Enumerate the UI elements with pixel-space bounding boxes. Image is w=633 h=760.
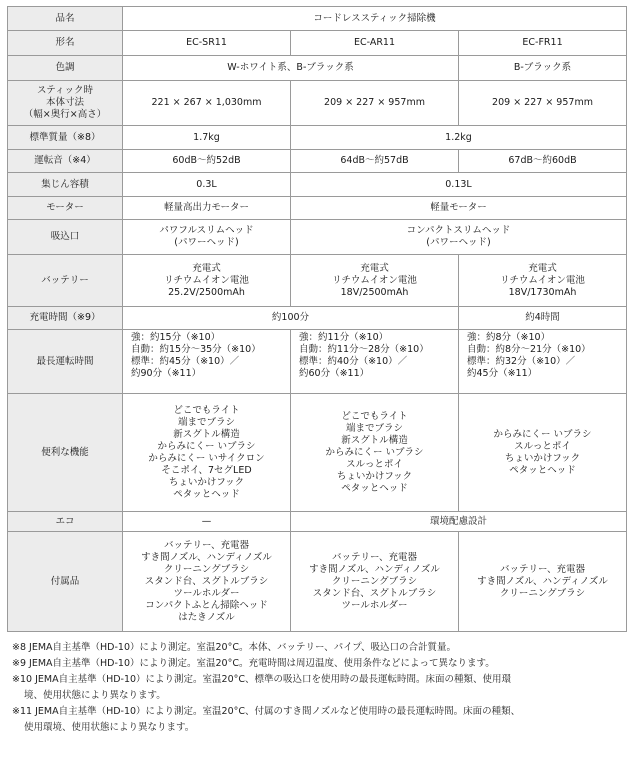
row-inlet [8, 220, 627, 255]
row-runtime [8, 330, 627, 394]
value-name: コードレススティック掃除機 [123, 7, 627, 31]
accessories-sr: バッテリー、充電器 すき間ノズル、ハンディノズル クリーニングブラシ スタンド台、スグトルブラシ ツールホルダー コンパクトふとん掃除ヘッド はたきノズル [123, 532, 291, 632]
noise-ar: 64dB～約57dB [291, 150, 459, 173]
row-name [8, 7, 627, 31]
footnote-11-text: ※11 JEMA自主基準（HD-10）により測定。室温20°C、付属のすき間ノズルなど使用時の最長運転時間。床面の種類、 [12, 706, 521, 717]
capacity-sr: 0.3L [123, 173, 291, 197]
charge-fr: 約4時間 [459, 307, 627, 330]
footnote-10 [12, 672, 624, 704]
label-noise: 運転音（※4） [8, 150, 123, 173]
size-sr: 221 × 267 × 1,030mm [123, 81, 291, 126]
label-model: 形名 [8, 31, 123, 56]
runtime-fr: 強：約8分（※10） 自動：約8分～21分（※10） 標準：約32分（※10）／ 約45分（※11） [459, 330, 627, 394]
features-ar: どこでもライト 端までブラシ 新スグトル構造 からみにくー いブラシ スルっとポイ ちょいかけフック ペタッとヘッド [291, 394, 459, 512]
label-inlet: 吸込口 [8, 220, 123, 255]
footnote-9-text: ※9 JEMA自主基準（HD-10）により測定。室温20°C。充電時間は周辺温度、使用条件などによって異なります。 [12, 658, 495, 669]
row-noise [8, 150, 627, 173]
model-ar: EC-AR11 [291, 31, 459, 56]
label-capacity: 集じん容積 [8, 173, 123, 197]
motor-sr: 軽量高出力モーター [123, 197, 291, 220]
inlet-sr: パワフルスリムヘッド (パワーヘッド) [123, 220, 291, 255]
color-sr-ar: W-ホワイト系、B-ブラック系 [123, 56, 459, 81]
charge-sr-ar: 約100分 [123, 307, 459, 330]
runtime-ar: 強：約11分（※10） 自動：約11分～28分（※10） 標準：約40分（※10）／ 約60分（※11） [291, 330, 459, 394]
footnote-11-cont: 使用環境、使用状態により異なります。 [24, 722, 195, 733]
noise-fr: 67dB～約60dB [459, 150, 627, 173]
row-eco [8, 512, 627, 532]
features-sr: どこでもライト 端までブラシ 新スグトル構造 からみにくー いブラシ からみにくー いサイクロン そこポイ、7セグLED ちょいかけフック ペタッとヘッド [123, 394, 291, 512]
battery-fr: 充電式 リチウムイオン電池 18V/1730mAh [459, 255, 627, 307]
row-features [8, 394, 627, 512]
label-battery: バッテリー [8, 255, 123, 307]
spec-table [7, 6, 627, 632]
label-weight: 標準質量（※8） [8, 126, 123, 150]
label-name: 品名 [8, 7, 123, 31]
row-color [8, 56, 627, 81]
label-color: 色調 [8, 56, 123, 81]
row-charge [8, 307, 627, 330]
label-eco: エコ [8, 512, 123, 532]
inlet-ar-fr: コンパクトスリムヘッド (パワーヘッド) [291, 220, 627, 255]
accessories-fr: バッテリー、充電器 すき間ノズル、ハンディノズル クリーニングブラシ [459, 532, 627, 632]
row-capacity [8, 173, 627, 197]
row-weight [8, 126, 627, 150]
label-runtime: 最長運転時間 [8, 330, 123, 394]
color-fr: B-ブラック系 [459, 56, 627, 81]
row-accessories [8, 532, 627, 632]
footnote-9 [12, 656, 624, 672]
footnote-10-text: ※10 JEMA自主基準（HD-10）により測定。室温20°C、標準の吸込口を使用時の最長運転時間。床面の種類、使用環 [12, 674, 512, 685]
label-charge: 充電時間（※9） [8, 307, 123, 330]
label-motor: モーター [8, 197, 123, 220]
eco-sr: — [123, 512, 291, 532]
row-motor [8, 197, 627, 220]
footnote-10-cont: 境、使用状態により異なります。 [24, 690, 166, 701]
row-battery [8, 255, 627, 307]
size-ar: 209 × 227 × 957mm [291, 81, 459, 126]
noise-sr: 60dB～約52dB [123, 150, 291, 173]
footnote-11 [12, 704, 624, 736]
capacity-ar-fr: 0.13L [291, 173, 627, 197]
accessories-ar: バッテリー、充電器 すき間ノズル、ハンディノズル クリーニングブラシ スタンド台、スグトルブラシ ツールホルダー [291, 532, 459, 632]
label-accessories: 付属品 [8, 532, 123, 632]
features-fr: からみにくー いブラシ スルっとポイ ちょいかけフック ペタッとヘッド [459, 394, 627, 512]
label-size: スティック時 本体寸法 （幅×奥行×高さ） [8, 81, 123, 126]
footnote-8 [12, 640, 624, 656]
eco-ar-fr: 環境配慮設計 [291, 512, 627, 532]
battery-ar: 充電式 リチウムイオン電池 18V/2500mAh [291, 255, 459, 307]
weight-sr: 1.7kg [123, 126, 291, 150]
row-size [8, 81, 627, 126]
runtime-sr: 強：約15分（※10） 自動：約15分～35分（※10） 標準：約45分（※10）／ 約90分（※11） [123, 330, 291, 394]
model-fr: EC-FR11 [459, 31, 627, 56]
model-sr: EC-SR11 [123, 31, 291, 56]
battery-sr: 充電式 リチウムイオン電池 25.2V/2500mAh [123, 255, 291, 307]
size-fr: 209 × 227 × 957mm [459, 81, 627, 126]
weight-ar-fr: 1.2kg [291, 126, 627, 150]
row-model [8, 31, 627, 56]
label-features: 便利な機能 [8, 394, 123, 512]
footnote-8-text: ※8 JEMA自主基準（HD-10）により測定。室温20°C。本体、バッテリー、パイプ、吸込口の合計質量。 [12, 642, 457, 653]
footnotes [12, 640, 624, 736]
motor-ar-fr: 軽量モーター [291, 197, 627, 220]
